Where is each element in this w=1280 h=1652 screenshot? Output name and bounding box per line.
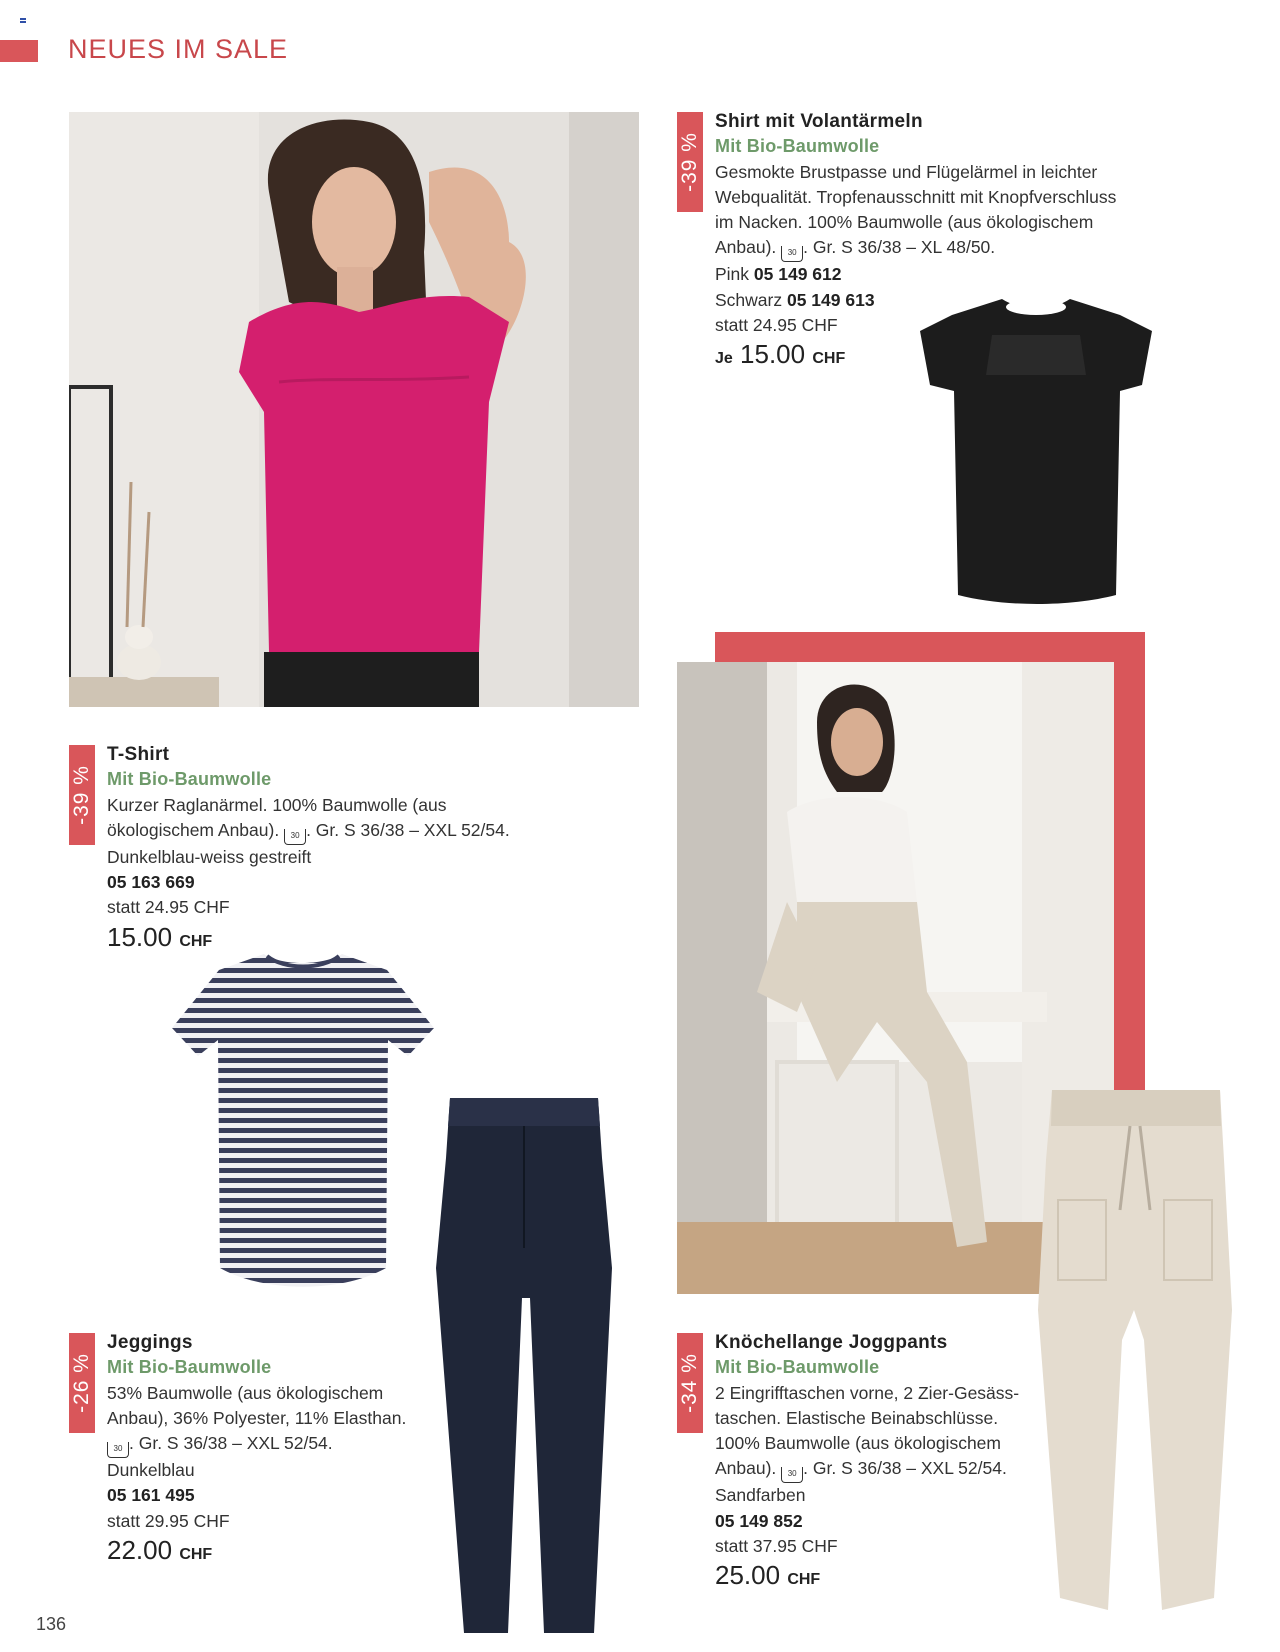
product-description-line: Anbau). 30 . Gr. S 36/38 – XL 48/50. (715, 235, 1195, 262)
product-joggpants (715, 1330, 1045, 1593)
article-number: 05 163 669 (107, 872, 195, 893)
discount-badge-joggpants: -34 % (677, 1333, 703, 1433)
old-price: statt 37.95 CHF (715, 1536, 838, 1557)
sale-price: Je 15.00 CHF (715, 339, 846, 370)
product-subtitle: Mit Bio-Baumwolle (107, 1357, 272, 1378)
product-color: Dunkelblau-weiss gestreift (107, 846, 312, 867)
article-number: 05 161 495 (107, 1485, 195, 1506)
product-title: Jeggings (107, 1332, 193, 1353)
product-tshirt (107, 742, 567, 954)
product-title: Shirt mit Volantärmeln (715, 111, 923, 132)
product-jeggings (107, 1330, 437, 1567)
page-number: 136 (36, 1614, 67, 1634)
discount-badge-shirt: -39 % (677, 112, 703, 212)
product-subtitle: Mit Bio-Baumwolle (715, 1357, 880, 1378)
image-striped-tshirt (172, 948, 434, 1293)
old-price: statt 24.95 CHF (107, 897, 230, 918)
sale-price: 15.00 CHF (107, 921, 213, 952)
wash-care-icon: 30 (284, 829, 306, 845)
product-title: Knöchellange Joggpants (715, 1332, 948, 1353)
product-description-line: Webqualität. Tropfenausschnitt mit Knopfverschluss (715, 186, 1117, 207)
variant-pink: Pink 05 149 612 (715, 264, 842, 285)
product-description-line: Anbau). 30 . Gr. S 36/38 – XXL 52/54. (715, 1456, 1045, 1483)
header-accent-bar (0, 40, 38, 62)
product-description-line: taschen. Elastische Beinabschlüsse. (715, 1407, 999, 1428)
product-subtitle: Mit Bio-Baumwolle (715, 136, 880, 157)
sale-price: 25.00 CHF (715, 1560, 821, 1591)
product-title: T-Shirt (107, 744, 170, 765)
wash-care-icon: 30 (781, 246, 803, 262)
product-color: Dunkelblau (107, 1460, 195, 1481)
corner-mark (20, 18, 26, 24)
discount-badge-jeggings: -26 % (69, 1333, 95, 1433)
product-description-line: 30 . Gr. S 36/38 – XXL 52/54. (107, 1431, 437, 1458)
wash-care-icon: 30 (781, 1467, 803, 1483)
product-description-line: Kurzer Raglanärmel. 100% Baumwolle (aus (107, 794, 447, 815)
image-sand-joggpants (1038, 1090, 1232, 1618)
product-subtitle: Mit Bio-Baumwolle (107, 769, 272, 790)
product-description-line: im Nacken. 100% Baumwolle (aus ökologischem (715, 212, 1094, 233)
image-black-shirt (920, 295, 1152, 607)
image-navy-jeggings (436, 1098, 612, 1633)
photo-pink-shirt-model (69, 112, 639, 707)
product-description-line: 100% Baumwolle (aus ökologischem (715, 1433, 1001, 1454)
product-color: Sandfarben (715, 1485, 806, 1506)
old-price: statt 24.95 CHF (715, 315, 838, 336)
page-title: NEUES IM SALE (68, 34, 289, 64)
variant-schwarz: Schwarz 05 149 613 (715, 289, 875, 310)
old-price: statt 29.95 CHF (107, 1510, 230, 1531)
sale-price: 22.00 CHF (107, 1535, 213, 1566)
product-description-line: 53% Baumwolle (aus ökologischem (107, 1382, 384, 1403)
product-description-line: Anbau), 36% Polyester, 11% Elasthan. (107, 1407, 407, 1428)
product-description-line: ökologischem Anbau). 30 . Gr. S 36/38 – XXL 52/54. (107, 818, 567, 845)
product-description-line: 2 Eingrifftaschen vorne, 2 Zier-Gesäss- (715, 1382, 1020, 1403)
product-description-line: Gesmokte Brustpasse und Flügelärmel in leichter (715, 161, 1098, 182)
wash-care-icon: 30 (107, 1442, 129, 1458)
article-number: 05 149 852 (715, 1510, 803, 1531)
discount-badge-tshirt: -39 % (69, 745, 95, 845)
